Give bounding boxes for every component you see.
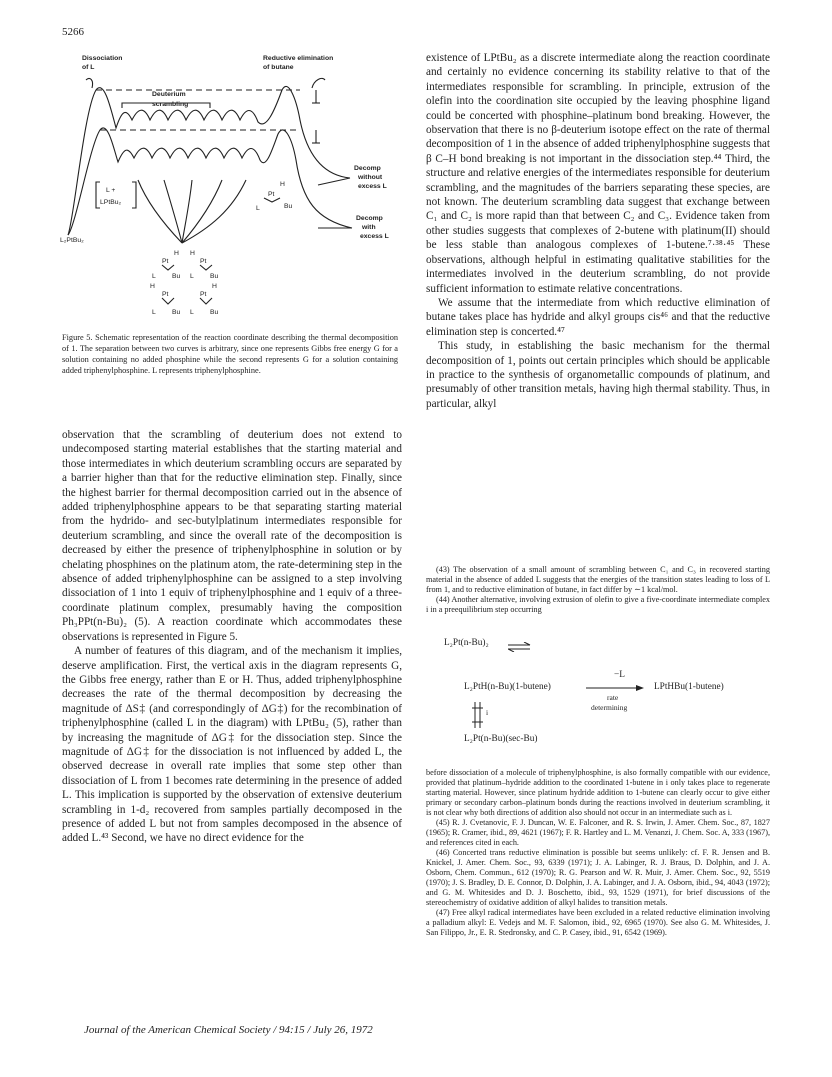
mol-h-2: H — [190, 250, 195, 257]
equilibrium-scheme — [426, 622, 770, 767]
footnotes-bottom — [426, 768, 770, 938]
mol-l-4: L — [190, 309, 194, 316]
mol-pt-3: Pt — [162, 291, 169, 298]
left-paragraph-2: A number of features of this diagram, and of the mechanism it implies, deserve amplification. First, the vertical axis in the diagram represents G, the Gibbs free energy, rather than E or H. Thus, added triphenylphosphine decreases the rate of the thermal decomposition by decreasing the magnitude of ΔS‡ (and correspondingly of ΔG‡) for the recombination of triphenylphosphine (called L in the diagram) with LPtBu₂ (5), rather than by increasing the magnitude of ΔG‡ for the dissociation step. Since the magnitude of ΔG‡ for the dissociation is not influenced by added L, the observed decrease in overall rate implies that some step other than dissociation of L from 1 becomes rate determining in the presence of added L. This implication is supported by the observation of extensive deuterium scrambling in 1-d₂ recovered from samples partially decomposed in the presence of added L but not from samples decomposed in the absence of added L.⁴³ Second, we have no direct evidence for the — [62, 645, 402, 845]
rate-arrow — [586, 684, 646, 692]
scheme-determining-label: determining — [591, 703, 628, 712]
mol-h-3: H — [150, 283, 155, 290]
label-dissociation-of: of L — [82, 64, 95, 71]
label-decomp-with-1: Decomp — [356, 215, 383, 222]
mol-h-4: H — [212, 283, 217, 290]
label-l-plus: L + — [106, 187, 116, 194]
mol-bu-4: Bu — [210, 309, 219, 316]
page-number: 5266 — [62, 26, 84, 38]
scheme-rate-label: rate — [607, 693, 619, 702]
mol-bu-2: Bu — [210, 273, 219, 280]
footnote-43: (43) The observation of a small amount of scrambling between C₁ and C₃ in recovered starting material in the absence of added L suggests that the energies of the transition states leading to loss of L from 1, and to reductive elimination of butane, in fact differ by ∼1 kcal/mol. — [426, 565, 770, 594]
label-reductive: Reductive elimination — [263, 55, 334, 62]
scheme-i-label: i — [486, 708, 489, 717]
mol-h-5: H — [280, 181, 285, 188]
figure-caption: Figure 5. Schematic representation of the reaction coordinate describing the thermal decomposition of 1. The separation between two curves is arbitrary, since one represents Gibbs free energy G for a solution containing no added phosphine while the second represents G for a solution containing added triphenylphosphine. L represents triphenylphosphine. — [62, 333, 398, 375]
vertical-equilibrium-arrow — [470, 700, 489, 730]
scheme-bottom: L₂Pt(n-Bu)(sec-Bu) — [464, 734, 538, 744]
footnote-47: (47) Free alkyl radical intermediates have been excluded in a related reductive elimination involving a palladium alkyl: E. Vedejs and M. F. Salomon, ibid., 92, 6965 (1970). See also G. M. Whitesides, J. San Filippo, Jr., E. R. Stedronsky, and C. P. Casey, ibid., 91, 6542 (1969). — [426, 908, 770, 937]
mol-l-1: L — [152, 273, 156, 280]
mol-pt-5: Pt — [268, 191, 275, 198]
mol-bu-1: Bu — [172, 273, 181, 280]
right-paragraph-1: existence of LPtBu₂ as a discrete intermediate along the reaction coordinate and certainly no evidence concerning its stability relative to that of the intermediates responsible for scrambling. In principle, extrusion of the olefin into the coordination site occupied by the leaving phosphine ligand could be concerted with phosphine–platinum bond breaking. However, the observation that there is no β-deuterium isotope effect on the rate of thermal decomposition of 1 in the absence of added triphenylphosphine suggests that β C–H bond breaking is not important in the dissociation step.⁴⁴ Third, the structure and relative energies of the intermediates responsible for deuterium scrambling, and the magnitudes of the barriers separating these species, are not known. The deuterium scrambling data suggest that exchange between C₁ and C₂ is more rapid than that between C₂ and C₃. Evidence taken from other studies suggests that complexes of 2-butene with platinum(II) should be less stable than analogous complexes of 1-butene.⁷·³⁸·⁴⁵ These observations, although helpful in estimating qualitative stabilities for the intermediates involved in the deuterium scrambling, do not provide sufficient information to estimate relative concentrations. — [426, 52, 770, 295]
footnote-45: (45) R. J. Cvetanovic, F. J. Duncan, W. E. Falconer, and R. S. Irwin, J. Amer. Chem. Soc., 87, 1827 (1965); R. Cramer, ibid., 89, 4621 (1967); F. R. Hartley and L. M. Venanzi, J. Chem. Soc. A, 333 (1967), and references cited in each. — [426, 818, 770, 847]
label-decomp-without-3: excess L — [358, 183, 387, 190]
footnote-46: (46) Concerted trans reductive elimination is possible but seems unlikely: cf. F. R. Jensen and B. Knickel, J. Amer. Chem. Soc., 93, 6339 (1971); J. A. Labinger, R. J. Braus, D. Dolphin, and J. A. Osborn, Chem. Commun., 612 (1970); R. G. Pearson and W. R. Muir, J. Amer. Chem. Soc., 92, 5519 (1970); J. S. Bradley, D. E. Connor, D. Dolphin, J. A. Labinger, and J. A. Osborn, ibid., 94, 4043 (1972); and G. M. Whitesides and D. J. Boschetto, ibid., 93, 1529 (1971), for brief discussions of the stereochemistry of oxidative addition of alkyl halides to transition metals. — [426, 848, 770, 907]
mol-l-2: L — [190, 273, 194, 280]
label-decomp-with-2: with — [362, 224, 376, 231]
mol-pt-2: Pt — [200, 258, 207, 265]
mol-bu-5: Bu — [284, 203, 293, 210]
energy-curve-without-phosphine — [68, 86, 350, 235]
label-reductive-of: of butane — [263, 64, 294, 71]
footnote-44-continued: before dissociation of a molecule of triphenylphosphine, is also formally compatible with our evidence, provided that platinum–hydride addition to the coordinated 1-butene in i only takes place to regenerate starting material. However, since platinum hydride addition to 1-butene can clearly occur to give either primary or secondary carbon–platinum bonds during the reactions involved in deuterium scrambling, it is not clear why both directions of addition also should not occur in an intermediate such as i. — [426, 768, 770, 817]
mol-pt-4: Pt — [200, 291, 207, 298]
mol-h-1: H — [174, 250, 179, 257]
mol-pt-1: Pt — [162, 258, 169, 265]
scheme-arrow-top-label: −L — [614, 670, 625, 680]
label-deuterium: Deuterium — [152, 91, 186, 98]
label-decomp-with-3: excess L — [360, 233, 389, 240]
right-paragraph-2: We assume that the intermediate from which reductive elimination of butane takes place has hydride and alkyl groups cis⁴⁶ and that the reductive elimination step is concerted.⁴⁷ — [426, 296, 770, 338]
scheme-middle-left: L₂PtH(n-Bu)(1-butene) — [464, 682, 551, 692]
left-paragraph-1: observation that the scrambling of deuterium does not extend to undecomposed starting material establishes that the starting material and those intermediates in which deuterium scrambling occurs are separated by a barrier higher than that for the reductive elimination step. Finally, since the highest barrier for thermal decomposition carried out in the absence of added triphenylphosphine appears to be that separating starting material from the hydrido- and sec-butylplatinum intermediates responsible for deuterium scrambling, and since the overall rate of the decomposition is decreased by either the presence of triphenylphosphine in solution or by chelating phosphines on the platinum atom, the rate-determining step in the absence of added triphenylphosphine can be assigned to a step involving dissociation of 1 into 1 equiv of triphenylphosphine and 1 equiv of a three-coordinate platinum complex, presumably having the composition Ph₃PPt(n-Bu)₂ (5). A reaction coordinate which accommodates these observations is represented in Figure 5. — [62, 429, 402, 643]
reaction-coordinate-diagram — [60, 50, 400, 330]
footnote-44: (44) Another alternative, involving extrusion of olefin to give a five-coordinate intermediate complex i in a preequilibrium step occurring — [426, 595, 770, 614]
energy-curve-with-phosphine — [68, 128, 352, 235]
label-scrambling: scrambling — [152, 101, 189, 108]
scheme-top: L₂Pt(n-Bu)₂ — [444, 638, 489, 648]
journal-footer: Journal of the American Chemical Society / 94:15 / July 26, 1972 — [84, 1024, 373, 1036]
right-column — [426, 51, 770, 411]
label-l2ptbu2: L₂PtBu₂ — [60, 237, 84, 244]
label-dissociation: Dissociation — [82, 55, 123, 62]
scheme-middle-right: LPtHBu(1-butene) — [654, 682, 724, 692]
label-lptbu2: LPtBu₂ — [100, 199, 122, 206]
right-paragraph-3: This study, in establishing the basic mechanism for the thermal decomposition of 1, points out certain principles which should be applicable in practice to the synthesis of organometallic compounds of platinum, and presumably of other transition metals, having high thermal stability. Thus, in particular, alkyl — [426, 340, 770, 410]
label-decomp-without-2: without — [358, 174, 383, 181]
label-decomp-without-1: Decomp — [354, 165, 381, 172]
reaction-coordinate-figure — [60, 50, 400, 330]
left-column — [62, 428, 402, 846]
mol-l-5: L — [256, 205, 260, 212]
mol-l-3: L — [152, 309, 156, 316]
footnotes-top — [426, 565, 770, 615]
mol-bu-3: Bu — [172, 309, 181, 316]
equilibrium-arrow-top — [508, 642, 532, 652]
